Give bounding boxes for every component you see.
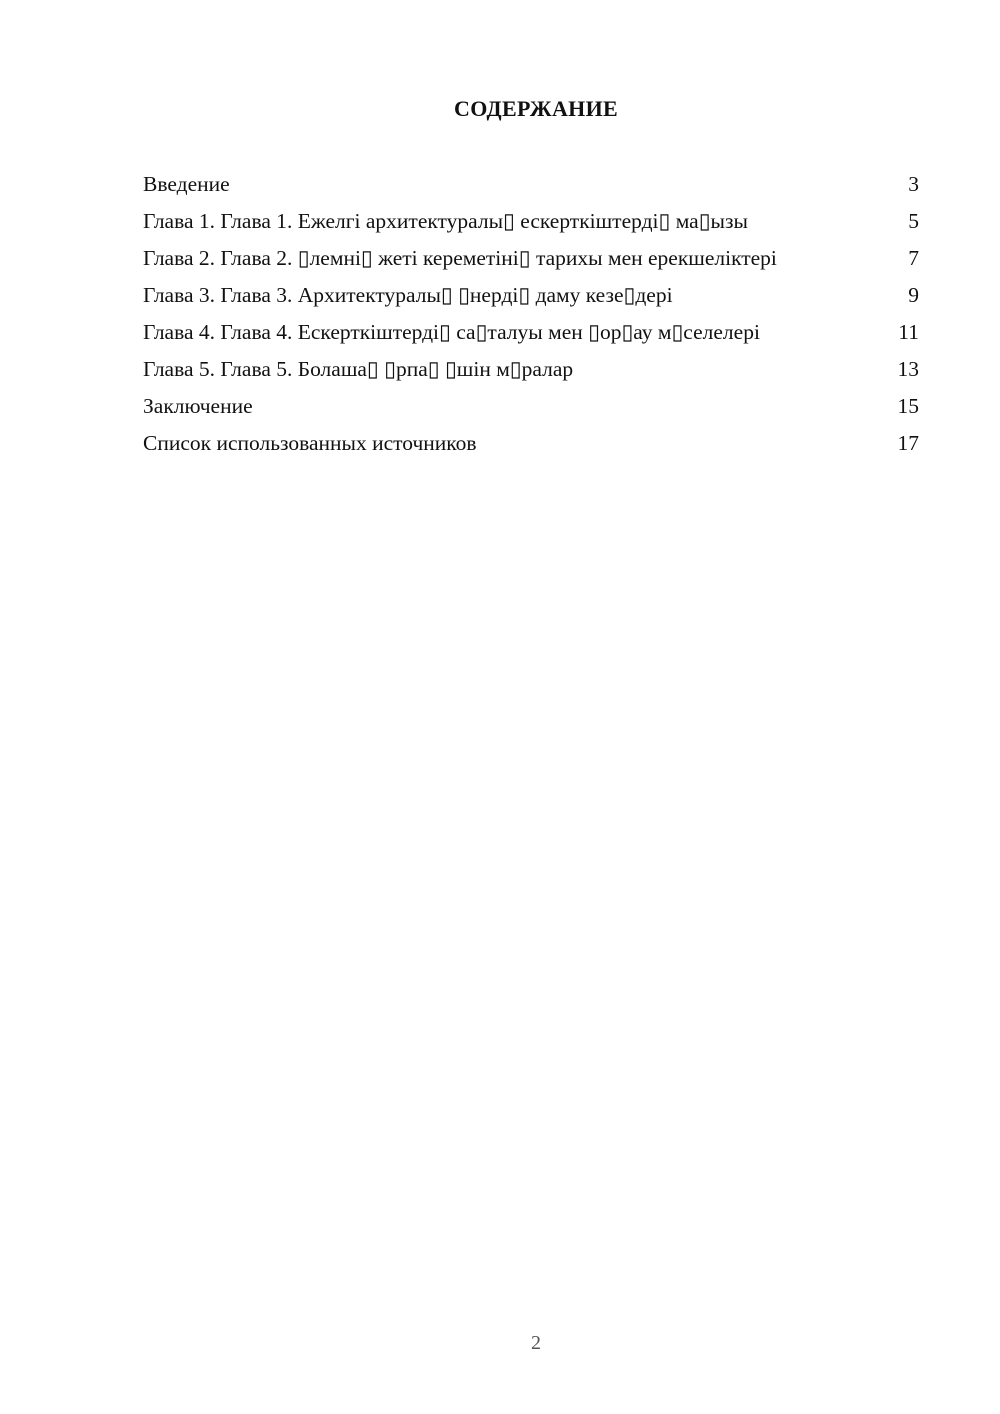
page-number: 2 — [531, 1332, 541, 1354]
toc-entry-page: 7 — [908, 246, 919, 270]
toc-entry-text: Глава 4. Глава 4. Ескерткіштерді▯ са▯талуы мен ▯ор▯ау м▯селелері — [143, 320, 760, 344]
toc-entry-page: 15 — [897, 394, 919, 418]
toc-entry-text: Глава 2. Глава 2. ▯лемні▯ жеті кереметіні▯ тарихы мен ерекшеліктері — [143, 246, 777, 270]
toc-list — [143, 171, 919, 467]
toc-entry-references — [143, 430, 919, 456]
toc-entry-text: Заключение — [143, 394, 253, 418]
toc-entry-page: 13 — [897, 357, 919, 381]
toc-entry-text: Глава 1. Глава 1. Ежелгі архитектуралы▯ ескерткіштерді▯ ма▯ызы — [143, 209, 748, 233]
toc-entry-chapter-1 — [143, 208, 919, 234]
toc-entry-text: Глава 3. Глава 3. Архитектуралы▯ ▯нерді▯ даму кезе▯дері — [143, 283, 673, 307]
toc-entry-text: Введение — [143, 172, 230, 196]
toc-entry-page: 9 — [908, 283, 919, 307]
toc-entry-chapter-3 — [143, 282, 919, 308]
toc-entry-text: Глава 5. Глава 5. Болаша▯ ▯рпа▯ ▯шін м▯ралар — [143, 357, 574, 381]
toc-entry-chapter-2 — [143, 245, 919, 271]
toc-entry-conclusion — [143, 393, 919, 419]
toc-entry-chapter-4 — [143, 319, 919, 345]
toc-entry-page: 11 — [898, 320, 919, 344]
toc-entry-chapter-5 — [143, 356, 919, 382]
toc-entry-page: 17 — [897, 431, 919, 455]
toc-entry-page: 3 — [908, 172, 919, 196]
toc-title: СОДЕРЖАНИЕ — [454, 96, 618, 121]
toc-entry-page: 5 — [908, 209, 919, 233]
toc-entry-text: Список использованных источников — [143, 431, 477, 455]
toc-entry-introduction — [143, 171, 919, 197]
